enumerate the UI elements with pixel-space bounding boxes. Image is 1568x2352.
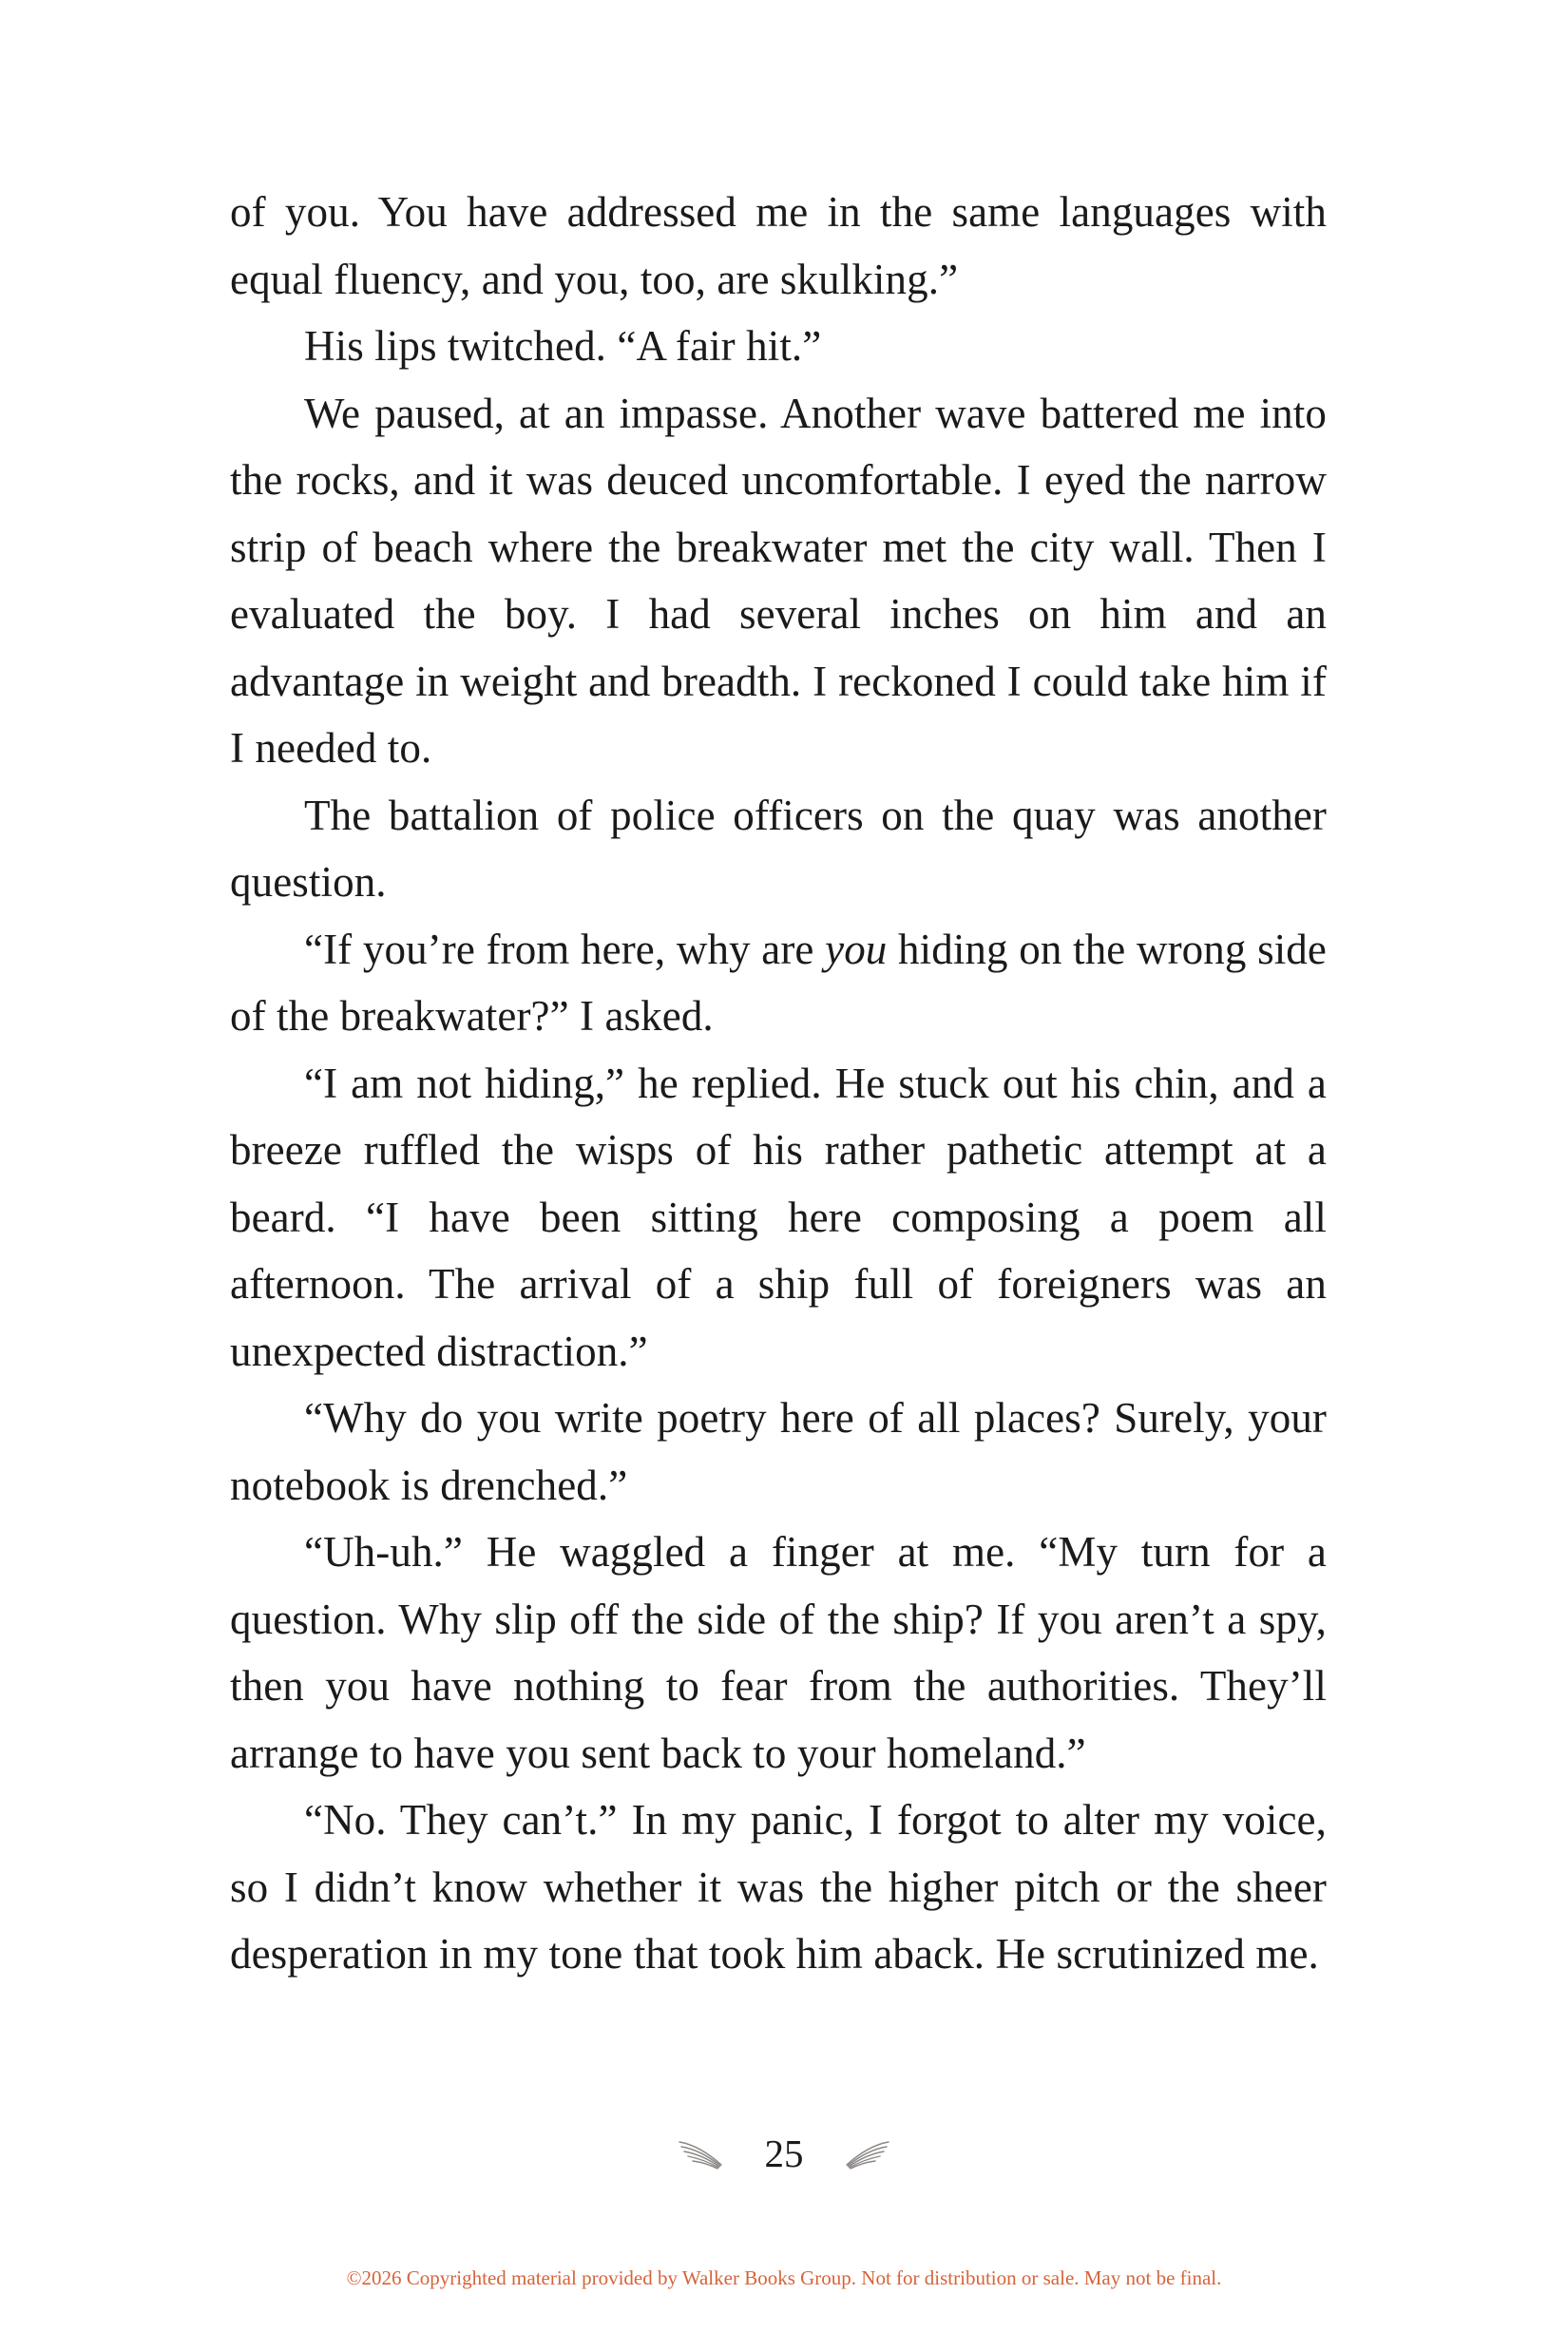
body-text	[230, 179, 1327, 1988]
paragraph: We paused, at an impasse. Another wave battered me into the rocks, and it was deuced uncomfortable. I eyed the narrow strip of beach where the breakwater met the city wall. Then I evaluated the boy. I had several inches on him and an advantage in weight and breadth. I reckoned I could take him if I needed to.	[230, 389, 1327, 772]
paragraph: His lips twitched. “A fair hit.”	[304, 322, 822, 370]
paragraph-text-after: hiding on the wrong side of the breakwater?” I asked.	[230, 925, 1327, 1040]
paragraph: “I am not hiding,” he replied. He stuck out his chin, and a breeze ruffled the wisps of his rather pathetic attempt at a beard. “I have been sitting here composing a poem all afternoon. The arrival of a ship full of foreigners was an unexpected distraction.”	[230, 1059, 1327, 1375]
paragraph: “No. They can’t.” In my panic, I forgot to alter my voice, so I didn’t know whether it was the higher pitch or the sheer desperation in my tone that took him aback. He scrutinized me.	[230, 1796, 1327, 1978]
paragraph: The battalion of police officers on the quay was another question.	[230, 791, 1327, 906]
paragraph: “Uh-uh.” He waggled a finger at me. “My turn for a question. Why slip off the side of the ship? If you aren’t a spy, then you have nothing to fear from the authorities. They’ll arrange to have you sent back to your homeland.”	[230, 1528, 1327, 1777]
paragraph	[230, 916, 1327, 1050]
page-number: 25	[764, 2132, 804, 2175]
wing-flourish-right-icon	[841, 2136, 890, 2170]
paragraph-text-before: “If you’re from here, why are	[304, 925, 826, 973]
paragraph: “Why do you write poetry here of all places? Surely, your notebook is drenched.”	[230, 1394, 1327, 1509]
emphasized-word: you	[825, 925, 888, 973]
page-footer-folio	[0, 2125, 1568, 2182]
copyright-notice: ©2026 Copyrighted material provided by Walker Books Group. Not for distribution or sale. May not be final.	[346, 2266, 1222, 2289]
wing-flourish-left-icon	[678, 2136, 727, 2170]
paragraph: of you. You have addressed me in the same languages with equal fluency, and you, too, are skulking.”	[230, 188, 1327, 303]
